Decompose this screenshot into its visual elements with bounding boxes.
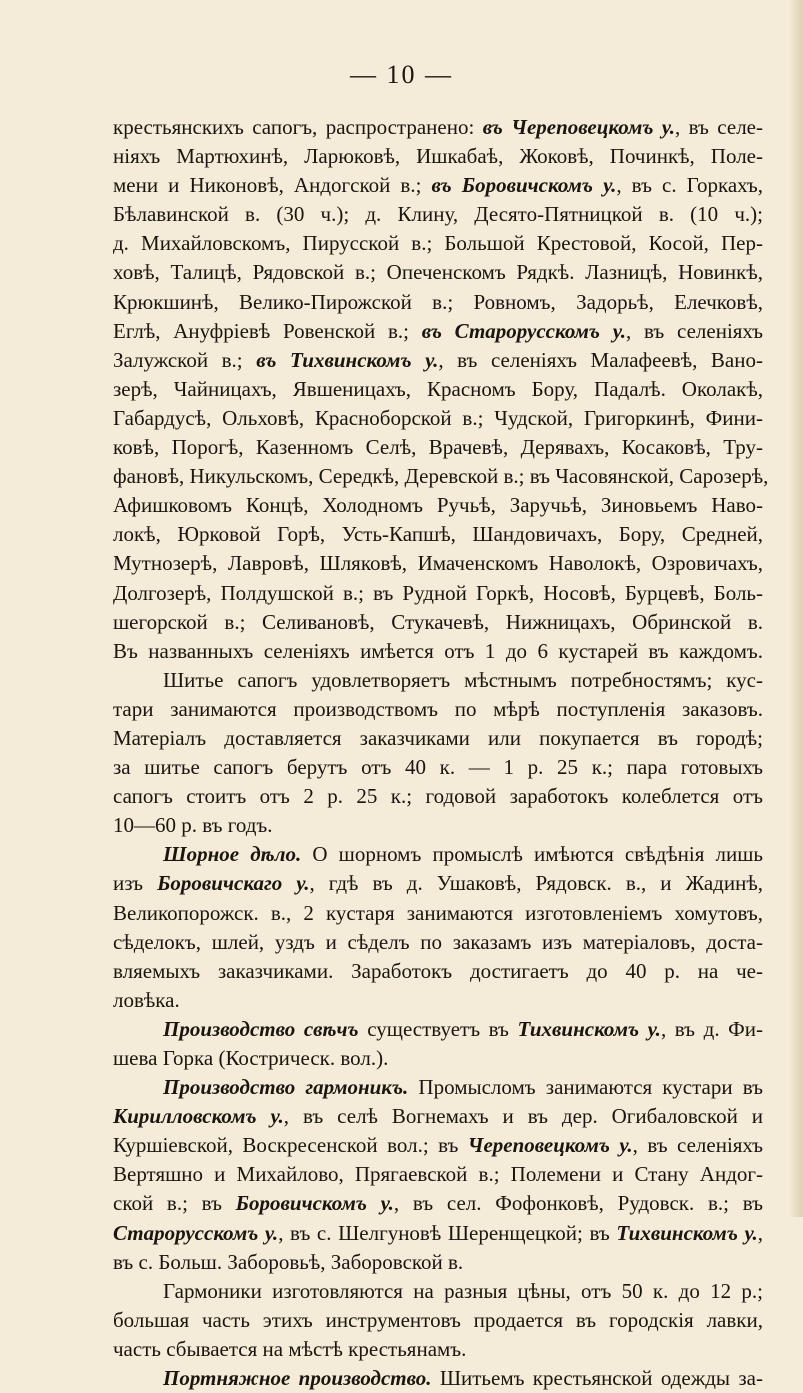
- body-text: [113, 113, 769, 1393]
- text-line: [113, 869, 763, 898]
- line-text: шегорской в.; Селивановѣ, Стукачевѣ, Нижницахъ, Обринской в.: [113, 609, 763, 634]
- text-line: [113, 1364, 763, 1393]
- line-text: сѣделокъ, шлей, уздъ и сѣделъ по заказамъ изъ матеріаловъ, доста-: [113, 929, 763, 954]
- line-text: часть сбывается на мѣстѣ крестьянамъ.: [113, 1336, 467, 1361]
- line-text: локѣ, Юрковой Горѣ, Усть-Капшѣ, Шандовичахъ, Бору, Средней,: [113, 522, 763, 547]
- line-text: Вертяшно и Михайлово, Прягаевской в.; Полемени и Стану Андог-: [113, 1162, 763, 1187]
- line-text: въ с. Больш. Заборовьѣ, Заборовской в.: [113, 1249, 464, 1274]
- text-line: [113, 840, 763, 869]
- text-line: [113, 637, 763, 666]
- text-line: [113, 1073, 763, 1102]
- text-line: [113, 811, 763, 840]
- emphasis-text: Череповецкомъ у.: [467, 1133, 633, 1158]
- emphasis-text: въ Череповецкомъ у.: [482, 115, 676, 139]
- emphasis-text: Шорное дѣло.: [163, 842, 302, 867]
- emphasis-text: Боровичскаго у.: [157, 871, 310, 896]
- text-line: [113, 782, 763, 811]
- line-text: , въ селеніяхъ Малафеевѣ, Вано-: [438, 347, 763, 372]
- text-line: [113, 928, 763, 957]
- line-text: ховѣ, Талицѣ, Рядовской в.; Опеченскомъ Рядкѣ. Лазницѣ, Новинкѣ,: [113, 260, 763, 285]
- text-line: [113, 491, 763, 520]
- text-line: [113, 171, 763, 200]
- text-line: [113, 229, 763, 258]
- emphasis-text: въ Старорусскомъ у.: [421, 318, 626, 343]
- emphasis-text: Производство гармоникъ.: [163, 1075, 409, 1100]
- line-text: Шитье сапогъ удовлетворяетъ мѣстнымъ потребностямъ; кус-: [163, 667, 763, 692]
- page-number: — 10 —: [350, 60, 453, 89]
- text-line: [113, 200, 763, 229]
- line-text: большая часть этихъ инструментовъ продается въ городскія лавки,: [113, 1307, 763, 1332]
- text-line: [113, 288, 763, 317]
- emphasis-text: Тихвинскомъ у.: [616, 1220, 758, 1245]
- line-text: 10—60 р. въ годъ.: [113, 813, 273, 838]
- line-text: Шитьемъ крестьянской одежды за-: [431, 1366, 763, 1391]
- line-text: , въ селѣ Вогнемахъ и въ дер. Огибаловской и: [283, 1104, 763, 1129]
- line-text: крестьянскихъ сапогъ, распространено:: [113, 115, 483, 139]
- emphasis-text: Производство свѣчъ: [163, 1016, 359, 1041]
- text-line: [113, 520, 763, 549]
- text-line: [113, 462, 769, 491]
- line-text: , въ селе-: [675, 115, 763, 139]
- text-line: [113, 549, 763, 578]
- line-text: Мутнозерѣ, Лавровѣ, Шляковѣ, Имаченскомъ Наволокѣ, Озровичахъ,: [113, 551, 763, 576]
- line-text: зерѣ, Чайницахъ, Явшеницахъ, Красномъ Бору, Падалѣ. Околакѣ,: [113, 376, 763, 401]
- text-line: [113, 317, 763, 346]
- line-text: вляемыхъ заказчиками. Заработокъ достигаетъ до 40 р. на че-: [113, 958, 763, 983]
- line-text: сапогъ стоитъ отъ 2 р. 25 к.; годовой заработокъ колеблется отъ: [113, 784, 763, 809]
- text-line: [113, 375, 763, 404]
- text-line: [113, 608, 763, 637]
- line-text: шева Горка (Кострическ. вол.).: [113, 1046, 389, 1070]
- line-text: О шорномъ промыслѣ имѣются свѣдѣнія лишь: [301, 842, 763, 867]
- line-text: Еглѣ, Ануфріевѣ Ровенской в.;: [113, 318, 422, 343]
- text-line: [113, 666, 763, 695]
- text-line: [113, 1015, 763, 1044]
- text-line: [113, 986, 763, 1015]
- line-text: Залужской в.;: [113, 347, 257, 372]
- line-text: Афишковомъ Концѣ, Холодномъ Ручьѣ, Заручьѣ, Зиновьемъ Наво-: [113, 493, 763, 518]
- line-text: ніяхъ Мартюхинѣ, Ларюковѣ, Ишкабаѣ, Жоковѣ, Починкѣ, Поле-: [113, 144, 763, 169]
- line-text: Бѣлавинской в. (30 ч.); д. Клину, Десято-Пятницкой в. (10 ч.);: [113, 202, 763, 227]
- line-text: Матеріалъ доставляется заказчиками или покупается въ городѣ;: [113, 725, 763, 750]
- text-line: [113, 1131, 763, 1160]
- emphasis-text: Старорусскомъ у.: [113, 1220, 279, 1245]
- line-text: мени и Никоновѣ, Андогской в.;: [113, 173, 432, 198]
- line-text: изъ: [113, 871, 158, 896]
- line-text: Въ названныхъ селеніяхъ имѣется отъ 1 до 6 кустарей въ каждомъ.: [113, 638, 763, 663]
- text-line: [113, 1219, 763, 1248]
- text-line: [113, 1248, 763, 1277]
- text-line: [113, 753, 763, 782]
- line-text: Промысломъ занимаются кустари въ: [408, 1075, 763, 1100]
- text-line: [113, 113, 763, 142]
- emphasis-text: Тихвинскомъ у.: [517, 1016, 661, 1041]
- line-text: Крюкшинѣ, Велико-Пирожской в.; Ровномъ, Задорьѣ, Елечковѣ,: [113, 289, 763, 314]
- text-line: [113, 258, 763, 287]
- page-edge-shadow: [789, 0, 803, 1217]
- text-line: [113, 1306, 763, 1335]
- line-text: Гармоники изготовляются на разныя цѣны, отъ 50 к. до 12 р.;: [163, 1278, 763, 1303]
- text-line: [113, 695, 763, 724]
- line-text: , въ д. Фи-: [660, 1016, 764, 1041]
- text-line: [113, 1189, 763, 1218]
- line-text: , въ сел. Фофонковѣ, Рудовск. в.; въ: [393, 1191, 763, 1216]
- line-text: ской в.; въ: [113, 1191, 236, 1216]
- text-line: [113, 142, 763, 171]
- emphasis-text: Боровичскомъ у.: [235, 1191, 394, 1216]
- emphasis-text: въ Боровичскомъ у.: [431, 173, 617, 198]
- text-line: [113, 1044, 763, 1073]
- text-line: [113, 957, 763, 986]
- line-text: ловѣка.: [113, 987, 180, 1012]
- line-text: д. Михайловскомъ, Пирусской в.; Большой Крестовой, Косой, Пер-: [113, 231, 763, 256]
- text-line: [113, 1277, 763, 1306]
- line-text: существуетъ въ: [358, 1016, 518, 1041]
- line-text: Долгозерѣ, Полдушской в.; въ Рудной Горкѣ, Носовѣ, Бурцевѣ, Боль-: [113, 580, 763, 605]
- line-text: тари занимаются производствомъ по мѣрѣ поступленія заказовъ.: [113, 696, 763, 721]
- line-text: , въ с. Шелгуновѣ Шеренщецкой; въ: [278, 1220, 617, 1245]
- text-line: [113, 899, 763, 928]
- text-line: [113, 579, 763, 608]
- text-line: [113, 1102, 763, 1131]
- text-line: [113, 1160, 763, 1189]
- text-line: [113, 404, 763, 433]
- line-text: , въ селеніяхъ: [625, 318, 763, 343]
- emphasis-text: въ Тихвинскомъ у.: [256, 347, 439, 372]
- line-text: ковѣ, Порогѣ, Казенномъ Селѣ, Врачевѣ, Дерявахъ, Косаковѣ, Тру-: [113, 435, 763, 460]
- line-text: Габардусѣ, Ольховѣ, Красноборской в.; Чудской, Григоркинѣ, Фини-: [113, 405, 763, 430]
- line-text: , въ селеніяхъ: [632, 1133, 763, 1158]
- line-text: за шитье сапогъ берутъ отъ 40 к. — 1 р. 25 к.; пара готовыхъ: [113, 755, 763, 780]
- line-text: Куршіевской, Воскресенской вол.; въ: [113, 1133, 468, 1158]
- emphasis-text: Кирилловскомъ у.: [113, 1104, 284, 1129]
- line-text: , гдѣ въ д. Ушаковѣ, Рядовск. в., и Жадинѣ,: [309, 871, 763, 896]
- line-text: фановѣ, Никульскомъ, Середкѣ, Деревской в.; въ Часовянской, Сарозерѣ,: [113, 464, 769, 489]
- line-text: ,: [757, 1220, 763, 1245]
- text-line: [113, 346, 763, 375]
- text-line: [113, 724, 763, 753]
- line-text: Великопорожск. в., 2 кустаря занимаются изготовленіемъ хомутовъ,: [113, 900, 763, 925]
- line-text: , въ с. Горкахъ,: [616, 173, 763, 198]
- text-line: [113, 433, 763, 462]
- emphasis-text: Портняжное производство.: [163, 1366, 432, 1391]
- text-line: [113, 1335, 763, 1364]
